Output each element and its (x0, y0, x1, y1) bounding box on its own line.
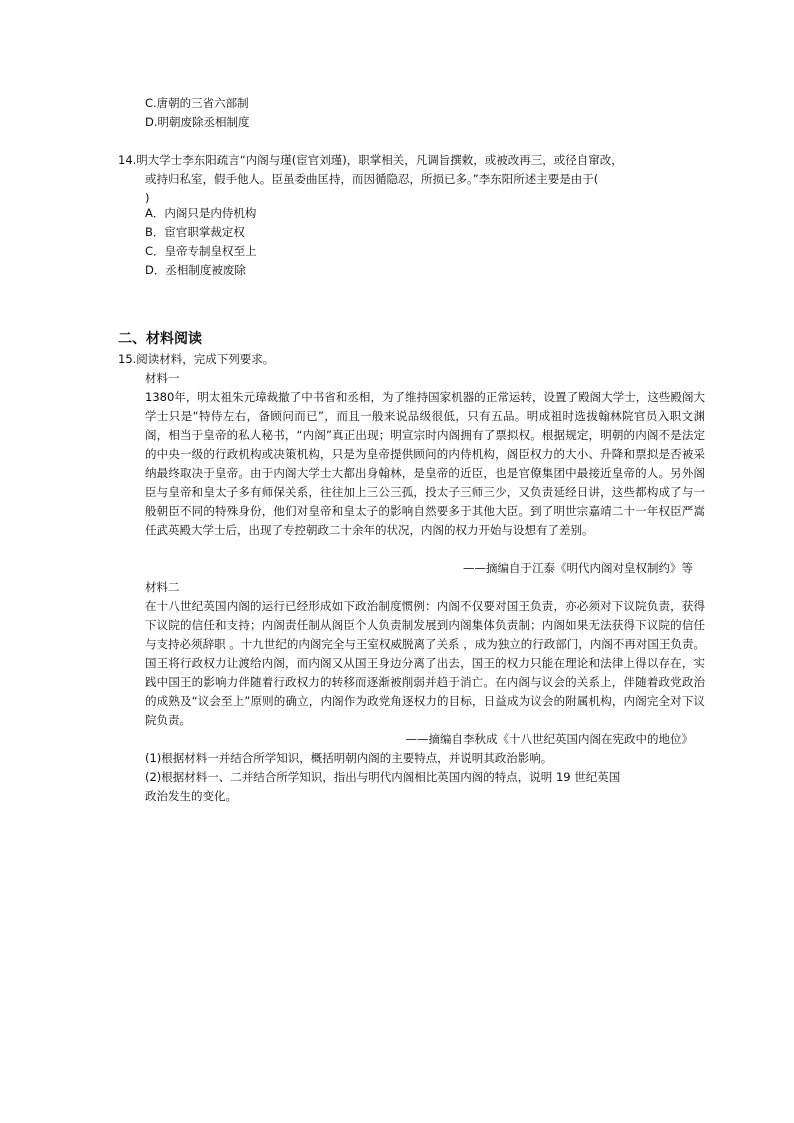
section-title: 二、材料阅读 (118, 331, 202, 347)
option-d-prev: D.明朝废除丞相制度 (145, 115, 250, 129)
material1-label: 材料一 (145, 371, 180, 385)
q14-option-a: A．内阁只是内侍机构 (145, 206, 257, 220)
material2-text: 在十八世纪英国内阁的运行已经形成如下政治制度惯例：内阁不仅要对国王负责，亦必须对下议院负责，获得下议院的信任和支持；内阁责任制从阁臣个人负责制发展到内阁集体负责制；内阁如果无法获得下议院的信任与支持必须辞职 。十九世纪的内阁完全与王室权威脱离了关系 ，成为独立的行政部门，内阁不再对国王负责。国王将行政权力让渡给内阁，而内阁又从国王身边分离了出去，国王的权力只能在理论和法律上得以存在，实践中国王的影响力伴随着行政权力的转移而逐渐被削弱并趋于消亡。在内阁与议会的关系上，伴随着政党政治的成熟及“议会至上”原则的确立，内阁作为政党角逐权力的目标，日益成为议会的附属机构，内阁完全对下议院负责。 (145, 599, 705, 727)
q14-stem-line3: ) (145, 191, 150, 205)
q14-option-c: C．皇帝专制皇权至上 (145, 244, 257, 258)
material1-text: 1380年，明太祖朱元璋裁撤了中书省和丞相，为了维持国家机器的正常运转，设置了殿阁大学士，这些殿阁大学士只是“特侍左右，备顾问而已”，而且一般来说品级很低，只有五品。明成祖时选拔翰林院官员入职文渊阁，相当于皇帝的私人秘书，“内阁”真正出现；明宣宗时内阁拥有了票拟权。根据规定，明朝的内阁不是法定的中央一级的行政机构或决策机构，只是为皇帝提供顾问的内侍机构，阁臣权力的大小、升降和票拟是否被采纳最终取决于皇帝。由于内阁大学士大都出身翰林，是皇帝的近臣，也是官僚集团中最接近皇帝的人。另外阁臣与皇帝和皇太子多有师保关系，往往加上三公三孤，投太子三师三少，又负责延经日讲，这些都构成了与一般朝臣不同的特殊身份，他们对皇帝和皇太子的影响自然要多于其他大臣。到了明世宗嘉靖二十一年权臣严嵩任武英殿大学士后，出现了专控朝政二十余年的状况，内阁的权力开始与设想有了差别。 (145, 390, 705, 537)
q14-option-d: D．丞相制度被废除 (145, 263, 246, 277)
q15-stem: 15.阅读材料，完成下列要求。 (118, 352, 275, 366)
material1-source: ——摘编自于江泰《明代内阁对皇权制约》等 (463, 561, 693, 575)
q14-stem-line1: 14.明大学士李东阳疏言“内阁与瑾(宦官刘瑾)，职掌相关，凡调旨撰敕，或被改再三，或径自窜改， (118, 153, 623, 167)
material2-source: ——摘编自李秋成《十八世纪英国内阁在宪政中的地位》 (405, 732, 693, 746)
q15-subquestion-1: (1)根据材料一并结合所学知识，概括明朝内阁的主要特点，并说明其政治影响。 (145, 751, 553, 765)
option-c-prev: C.唐朝的三省六部制 (145, 96, 249, 110)
q14-stem-line2: 或持归私室，假手他人。臣虽委曲匡持，而因循隐忍，所损已多。”李东阳所述主要是由于( (145, 172, 599, 186)
q15-subquestion-2-line2: 政治发生的变化。 (145, 789, 237, 803)
q14-option-b: B．宦官职掌裁定权 (145, 225, 245, 239)
material2-label: 材料二 (145, 580, 180, 594)
material2-body (145, 597, 705, 730)
material1-body (145, 388, 705, 540)
q15-subquestion-2-line1: (2)根据材料一、二并结合所学知识，指出与明代内阁相比英国内阁的特点，说明 19 世纪英国 (145, 770, 621, 784)
